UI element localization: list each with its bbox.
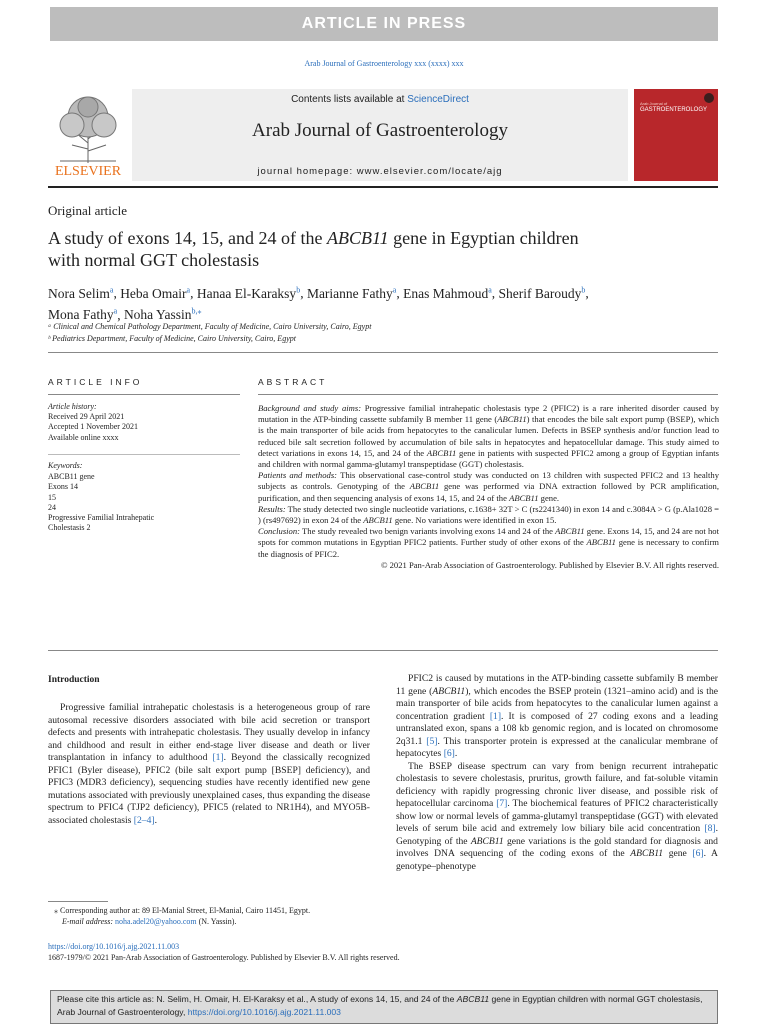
keyword: 24: [48, 502, 56, 512]
cover-emblem-icon: [704, 93, 714, 103]
sciencedirect-link[interactable]: ScienceDirect: [407, 94, 469, 105]
info-divider: [48, 454, 240, 455]
journal-cover-image[interactable]: [634, 89, 718, 181]
author[interactable]: Mona Fathy$^a$: [48, 306, 118, 322]
footnote-email-line: E-mail address: noha.adel20@yahoo.com (N. Yassin).: [62, 917, 237, 926]
author[interactable]: Marianne Fathy$^a$: [306, 285, 397, 301]
journal-homepage[interactable]: journal homepage: www.elsevier.com/locate/ajg: [257, 166, 503, 177]
keyword: Cholestasis 2: [48, 523, 91, 533]
intro-paragraph: The BSEP disease spectrum can vary from benign recurrent intrahepatic cholestasis to severe cholestasis, pruritus, growth failure, and fat-soluble vitamin deficiency with rapidly progressing chronic liver disease, and possible risk of hepatocellular carcinoma [7]. The biochemical features of PFIC2 characteristically show low or normal levels of gamma-glutamyl transpeptidase (GGT) with elevated levels of serum bile acid and extremely low biliary bile acid concentration [8]. Genotyping of the ABCB11 gene variations is the gold standard for diagnosis and involves DNA sequencing of the coding exons of the ABCB11 gene [6]. A genotype–phenotype: [396, 760, 718, 872]
history-online: Available online xxxx: [48, 432, 119, 442]
corresponding-author-footnote: [48, 905, 398, 927]
affiliation-a: ᵃ Clinical and Chemical Pathology Department, Faculty of Medicine, Cairo University, Cairo, Egypt: [48, 322, 372, 331]
header-rule: [48, 186, 718, 188]
article-title: [48, 227, 688, 271]
keyword: ABCB11 gene: [48, 472, 95, 481]
abstract-background: Background and study aims: Progressive familial intrahepatic cholestasis type 2 (PFIC2) is a rare inherited disorder caused by mutation in the ATP-binding cassette subfamily B member 11 gene (ABCB11) that encodes the bile salt export pump (BSEP), which is the main transporter of bile acids from hepatocytes to the canalicular lumen. Defects in BSEP synthesis and/or function lead to reduced bile salt secretion followed by accumulation of bile salts in hepatocytes and hepatocellular damage. This study aimed to detect variations in exons 14, 15, and 24 of the ABCB11 gene in patients with suspected PFIC2 among a group of Egyptian infants and children with normal gamma-glutamyl transpeptidase (GGT) cholestasis.: [258, 403, 719, 470]
ref-link[interactable]: [2–4]: [133, 814, 155, 826]
author[interactable]: Nora Selim$^a$: [48, 285, 114, 301]
doi-block: [48, 941, 400, 963]
ref-link[interactable]: [1]: [489, 710, 502, 722]
issn-line: 1687-1979/© 2021 Pan-Arab Association of Gastroenterology. Published by Elsevier B.V. All rights reserved.: [48, 953, 400, 962]
abstract-conclusion: Conclusion: The study revealed two benign variants involving exons 14 and 24 of the ABCB11 gene. Exons 14, 15, and 24 are not hot spots for common mutations in Egyptian PFIC2 patients. Further study of other exons of the ABCB11 gene is necessary to confirm the diagnosis of PFIC2.: [258, 526, 719, 559]
abstract-rule: [258, 394, 718, 395]
elsevier-wordmark: ELSEVIER: [54, 164, 122, 179]
author[interactable]: Sherif Baroudy$^b$: [498, 285, 586, 301]
footnote-address: ⁎ Corresponding author at: 89 El-Manial Street, El-Manial, Cairo 11451, Egypt.: [54, 906, 311, 915]
title-part: gene in Egyptian children: [388, 228, 579, 248]
ref-link[interactable]: [5]: [426, 735, 438, 747]
cover-small-title: Arab Journal of: [640, 101, 668, 106]
abstract-methods: Patients and methods: This observational case-control study was conducted on 13 children with suspected PFIC2 and 13 healthy subjects as controls. Genotyping of the ABCB11 gene was performed via DNA extraction followed by PCR amplification, purification, and then sequencing analysis of exons 14, 15, and 24 of the ABCB11 gene.: [258, 470, 720, 503]
history-label: Article history:: [48, 402, 97, 411]
intro-paragraph: Progressive familial intrahepatic cholestasis is a heterogeneous group of rare autosomal recessive disorders associated with bile acid secretion or transport defects and presents with intrahepatic cholestasis. They usually develop in infancy and childhood and result in either end-stage liver disease and death or liver transplantation in infancy to adulthood [1]. Beyond the classically recognized PFIC1 (Byler disease), PFIC2 (bile salt export pump [BSEP] deficiency), and PFIC3 (MDR3 deficiency), sequencing studies have recently identified new gene mutations associated with previously unexplained cases, thus expanding the disease spectrum to PFIC4 (TJP2 deficiency), PFIC5 (related to NR1H4), and MYO5B-associated cholestasis [2–4].: [48, 702, 370, 826]
email-link[interactable]: noha.adel20@yahoo.com: [115, 917, 197, 926]
title-gene: ABCB11: [326, 228, 389, 248]
keyword: Exons 14: [48, 482, 78, 492]
author[interactable]: Noha Yassin$^{b,⁎}$: [123, 306, 202, 322]
abstract-results: Results: The study detected two single nucleotide variations, c.1638+ 32T > C (rs2241340) in exon 14 and c.3084A > G (p.Ala1028 = ) (rs497692) in exon 24 of the ABCB11 gene. No variations were identified in exon 15.: [258, 503, 719, 526]
ref-link[interactable]: [6]: [443, 748, 455, 759]
contents-line: [132, 94, 628, 105]
journal-reference-link[interactable]: Arab Journal of Gastroenterology xxx (xxxx) xxx: [304, 59, 464, 68]
author[interactable]: Enas Mahmoud$^a$: [403, 285, 492, 301]
history-accepted: Accepted 1 November 2021: [48, 422, 138, 432]
ref-link[interactable]: [8]: [704, 823, 716, 834]
body-rule: [48, 650, 718, 651]
author[interactable]: Hanaa El-Karaksy$^b$: [196, 285, 301, 301]
keywords-list: [48, 472, 154, 534]
cover-title: GASTROENTEROLOGY: [640, 107, 708, 113]
introduction-heading: Introduction: [48, 675, 100, 685]
intro-right-column: [396, 673, 718, 873]
doi-link[interactable]: https://doi.org/10.1016/j.ajg.2021.11.003: [48, 942, 180, 951]
info-rule: [48, 394, 240, 395]
contents-prefix: Contents lists available at: [291, 94, 408, 105]
author-list: Nora Selim$^a$, Heba Omair$^a$, Hanaa El-Karaksy$^b$, Marianne Fathy$^a$, Enas Mahmoud$^a$, Sherif Baroudy$^b$, Mona Fathy$^a$, Noha Yassin$^{b,⁎}$: [48, 285, 589, 322]
abstract-text: [258, 403, 719, 571]
article-type: Original article: [48, 203, 128, 218]
history-list: [48, 412, 138, 443]
citation-text: Please cite this article as: N. Selim, H. Omair, H. El-Karaksy et al., A study of exons 14, 15, and 24 of the ABCB11 gene in Egyptian children with normal GGT cholestasis, Arab Journal of Gastroenterology, https://doi.org/10.1016/j.ajg.2021.11.003: [57, 994, 703, 1017]
affiliation-b: ᵇ Pediatrics Department, Faculty of Medicine, Cairo University, Cairo, Egypt: [48, 334, 296, 343]
title-part: with normal GGT cholestasis: [48, 250, 260, 270]
citation-doi-link[interactable]: https://doi.org/10.1016/j.ajg.2021.11.003: [187, 1007, 341, 1017]
intro-paragraph: PFIC2 is caused by mutations in the ATP-binding cassette subfamily B member 11 gene (ABCB11), which encodes the BSEP protein (1321–amino acid) and is the main transporter of bile acids from hepatocytes to the canalicular lumen against a concentration gradient [1]. It is composed of 27 coding exons and a leading untranslated exon, spans a 108 kb genomic region, and is located on chromosome 2q31.1 [5]. This transporter protein is expressed at the canalicular membrane of hepatocytes [6].: [396, 673, 719, 759]
title-part: A study of exons 14, 15, and 24 of the: [48, 228, 327, 248]
journal-title: Arab Journal of Gastroenterology: [252, 120, 508, 141]
author[interactable]: Heba Omair$^a$: [120, 285, 191, 301]
keyword: Progressive Familial Intrahepatic: [48, 513, 155, 523]
ref-link[interactable]: [6]: [692, 848, 704, 859]
elsevier-logo[interactable]: [48, 93, 128, 183]
keywords-label: Keywords:: [48, 461, 83, 470]
section-rule: [48, 352, 718, 353]
history-received: Received 29 April 2021: [48, 412, 125, 421]
keyword: 15: [48, 492, 56, 502]
abstract-copyright: © 2021 Pan-Arab Association of Gastroenterology. Published by Elsevier B.V. All rights reserved.: [380, 559, 719, 570]
footnote-rule: [48, 901, 108, 902]
elsevier-tree-icon: [52, 93, 124, 163]
ref-link[interactable]: [1]: [212, 752, 224, 763]
ref-link[interactable]: [7]: [496, 798, 508, 809]
article-in-press-banner: ARTICLE IN PRESS: [50, 7, 718, 41]
article-info-heading: ARTICLE INFO: [48, 377, 143, 387]
abstract-heading: ABSTRACT: [258, 377, 328, 387]
intro-left-column: [48, 702, 370, 827]
